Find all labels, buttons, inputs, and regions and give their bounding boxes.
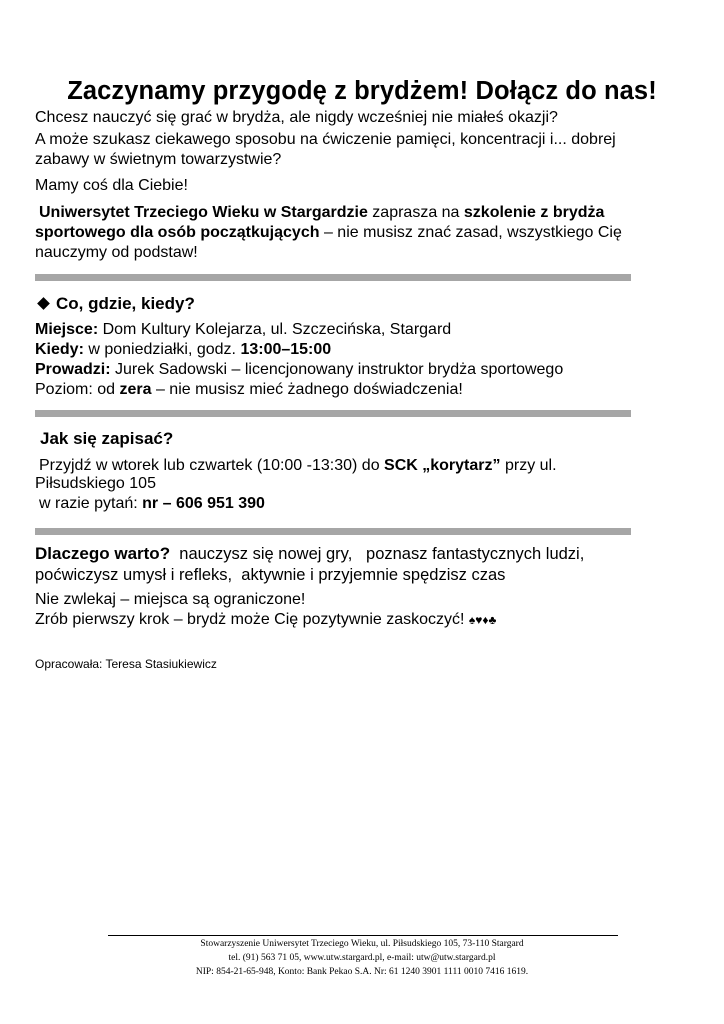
why-line-2: poćwiczysz umysł i refleks, aktywnie i przyjemnie spędzisz czas <box>35 566 506 584</box>
intro-line-2: A może szukasz ciekawego sposobu na ćwiczenie pamięci, koncentracji i... dobrej zabawy w świetnym towarzystwie? <box>35 131 616 168</box>
course-name: szkolenie z brydża sportowego dla osób początkujących <box>35 204 605 241</box>
why-heading: Dlaczego warto? <box>35 544 171 563</box>
section-divider <box>35 274 631 281</box>
footer-divider <box>108 935 618 936</box>
intro-line-3: Mamy coś dla Ciebie! <box>35 177 188 194</box>
footer-bank: NIP: 854-21-65-948, Konto: Bank Pekao S.A. Nr: 61 1240 3901 1111 0010 7416 1619. <box>195 967 529 977</box>
signup-line-2: Piłsudskiego 105 <box>35 475 156 492</box>
section-divider <box>35 528 631 535</box>
card-suits-icon: ♠♥♦♣ <box>468 613 497 627</box>
cta-line-2: Zrób pierwszy krok – brydż może Cię pozytywnie zaskoczyć! ♠♥♦♣ <box>35 611 497 628</box>
signup-phone-line: w razie pytań: nr – 606 951 390 <box>39 495 265 512</box>
footer-address: Stowarzyszenie Uniwersytet Trzeciego Wieku, ul. Piłsudskiego 105, 73-110 Stargard <box>200 939 524 949</box>
author-credit: Opracowała: Teresa Stasiukiewicz <box>35 657 217 671</box>
diamond-bullet-icon <box>37 297 50 310</box>
detail-place: Miejsce: Dom Kultury Kolejarza, ul. Szczecińska, Stargard <box>35 321 452 338</box>
page-title: Zaczynamy przygodę z brydżem! Dołącz do nas! <box>67 77 657 105</box>
detail-level: Poziom: od zera – nie musisz mieć żadnego doświadczenia! <box>35 381 463 398</box>
why-line-1: Dlaczego warto? nauczysz się nowej gry, poznasz fantastycznych ludzi, <box>35 544 585 563</box>
detail-leader: Prowadzi: Jurek Sadowski – licencjonowany instruktor brydża sportowego <box>35 361 564 378</box>
phone-number: nr – 606 951 390 <box>142 495 265 512</box>
detail-when: Kiedy: w poniedziałki, godz. 13:00–15:00 <box>35 341 332 358</box>
intro-invite: Uniwersytet Trzeciego Wieku w Stargardzie zaprasza na szkolenie z brydża sportowego dla osób początkujących – nie musisz znać zasad, wszystkiego Cię nauczymy od podstaw! <box>35 204 622 261</box>
footer-contact: tel. (91) 563 71 05, www.utw.stargard.pl, e-mail: utw@utw.stargard.pl <box>228 953 496 963</box>
organization-name: Uniwersytet Trzeciego Wieku w Stargardzie <box>39 204 368 221</box>
signup-line-1: Przyjdź w wtorek lub czwartek (10:00 -13:30) do SCK „korytarz” przy ul. <box>39 457 557 474</box>
cta-line-1: Nie zwlekaj – miejsca są ograniczone! <box>35 591 306 608</box>
details-heading: Co, gdzie, kiedy? <box>35 293 195 315</box>
signup-heading: Jak się zapisać? <box>40 429 174 448</box>
section-divider <box>35 410 631 417</box>
intro-line-1: Chcesz nauczyć się grać w brydża, ale nigdy wcześniej nie miałeś okazji? <box>35 109 558 126</box>
